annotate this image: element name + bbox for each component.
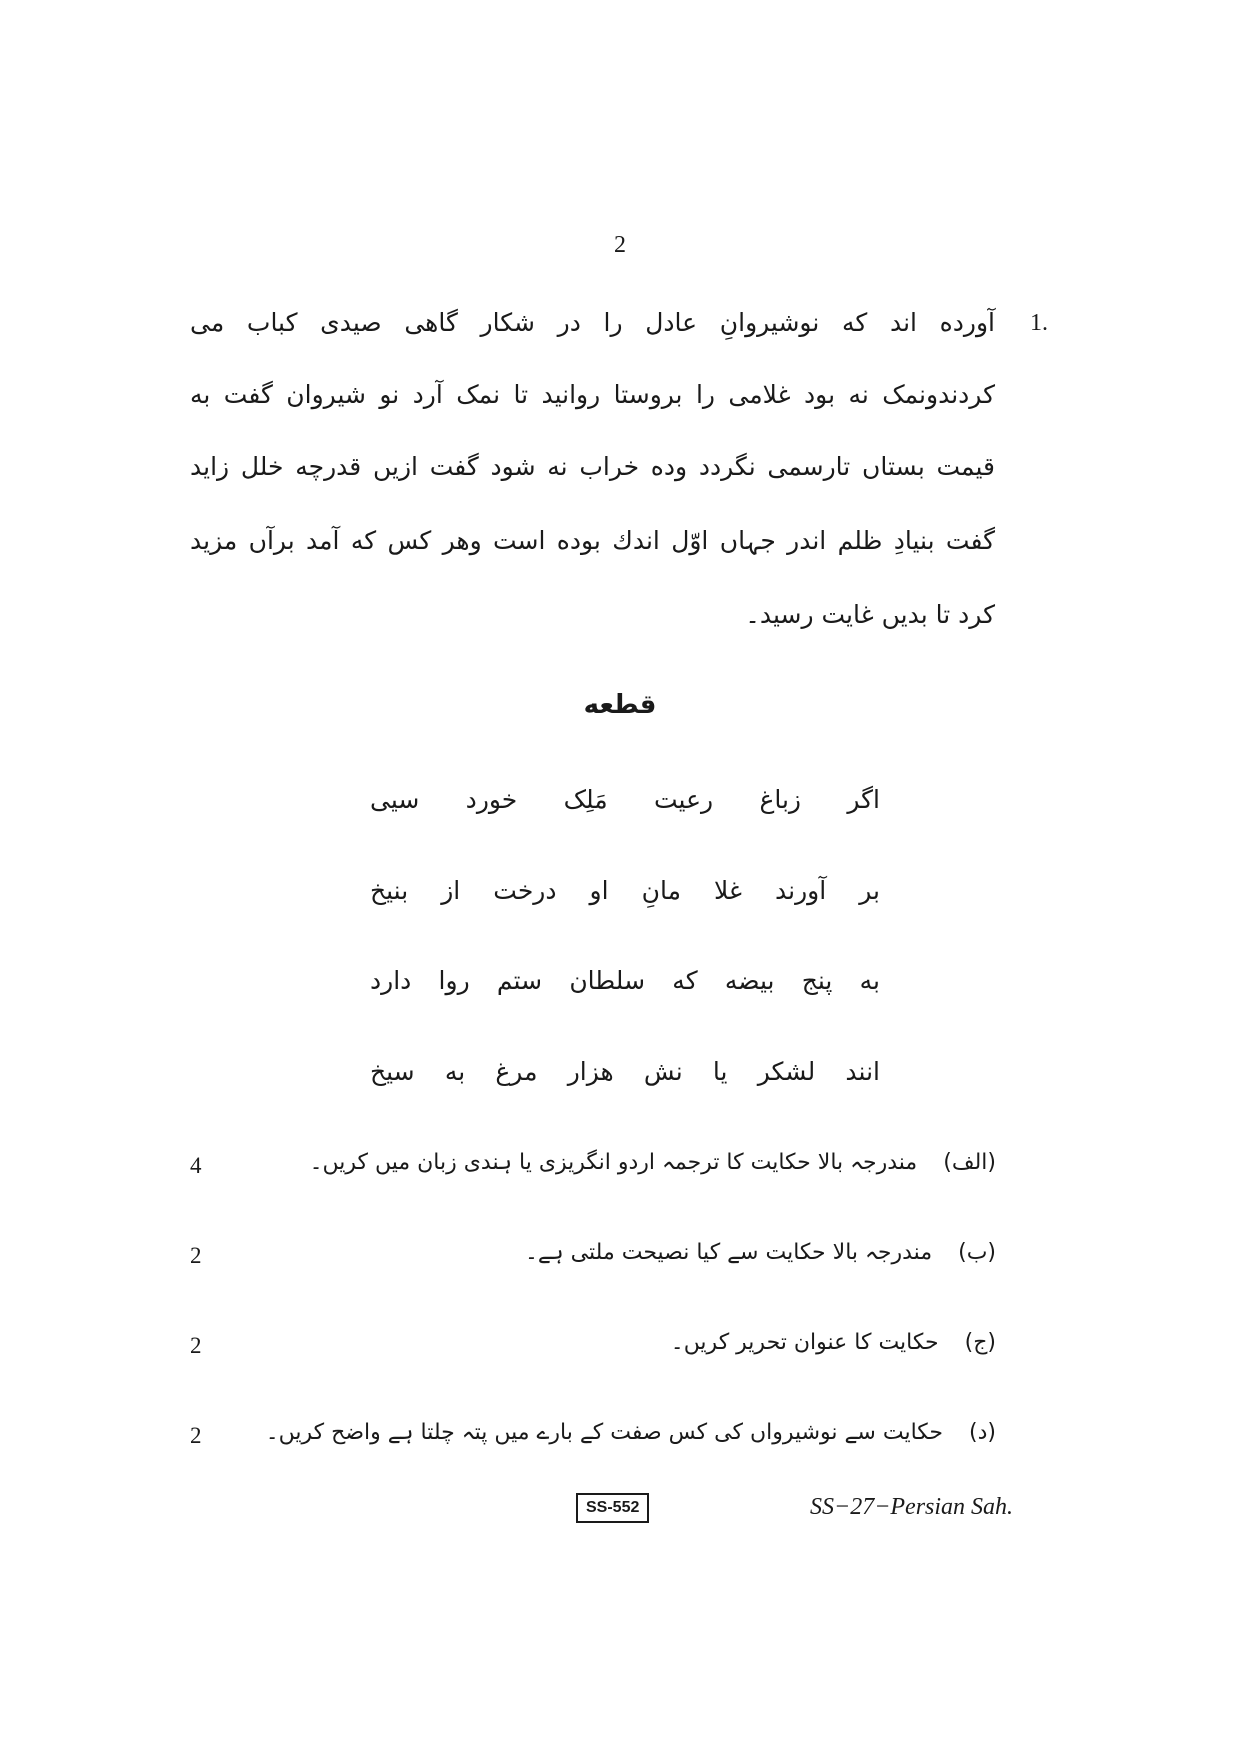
task-marks: 2	[190, 1423, 202, 1448]
task-marks: 4	[190, 1153, 202, 1178]
task-label: (ب)	[958, 1240, 996, 1265]
prose-line: کرد تا بدیں غایت رسید۔	[745, 600, 995, 629]
task-label: (الف)	[943, 1150, 996, 1175]
verse-line: اگر زباغ رعیت مَلِک خورد سیی	[370, 785, 880, 814]
task-item	[265, 1420, 996, 1445]
paper-code-box: SS-552	[576, 1493, 649, 1523]
paper-title: SS−27−Persian Sah.	[810, 1494, 1014, 1520]
task-text: مندرجہ بالا حکایت کا ترجمہ اردو انگریزی یا ہندی زبان میں کریں۔	[309, 1150, 918, 1175]
task-item	[320, 1330, 996, 1355]
task-label: (د)	[969, 1420, 996, 1445]
prose-line: کردندونمک نه بود غلامی را بروستا روانید تا نمک آرد نو شیروان گفت به	[190, 380, 995, 409]
verse-line: به پنج بیضه که سلطان ستم روا دارد	[370, 966, 880, 995]
task-label: (ج)	[964, 1330, 996, 1355]
task-text: مندرجہ بالا حکایت سے کیا نصیحت ملتی ہے۔	[525, 1240, 933, 1265]
section-title: قطعه	[583, 690, 657, 720]
prose-line: قیمت بستاں تارسمی نگردد وده خراب نه شود گفت ازیں قدرچه خلل زاید	[190, 452, 995, 481]
task-text: حکایت کا عنوان تحریر کریں۔	[670, 1330, 939, 1355]
task-marks: 2	[190, 1243, 202, 1268]
task-item	[309, 1150, 996, 1175]
prose-line: آورده اند که نوشیروانِ عادل را در شکار گاهی صیدی کباب می	[190, 308, 995, 337]
prose-line: گفت بنیادِ ظلم اندر جہاں اوّل اندك بوده است وهر کس که آمد برآں مزید	[190, 526, 995, 555]
task-marks: 2	[190, 1333, 202, 1358]
verse-line: انند لشکر یا نش هزار مرغ به سیخ	[370, 1057, 880, 1086]
verse-line: بر آورند غلا مانِ او درخت از بنیخ	[370, 876, 880, 905]
task-item	[320, 1240, 996, 1265]
page-number: 2	[614, 232, 626, 258]
task-text: حکایت سے نوشیرواں کی کس صفت کے بارے میں پتہ چلتا ہے واضح کریں۔	[265, 1420, 944, 1445]
question-number: 1.	[1030, 310, 1048, 336]
